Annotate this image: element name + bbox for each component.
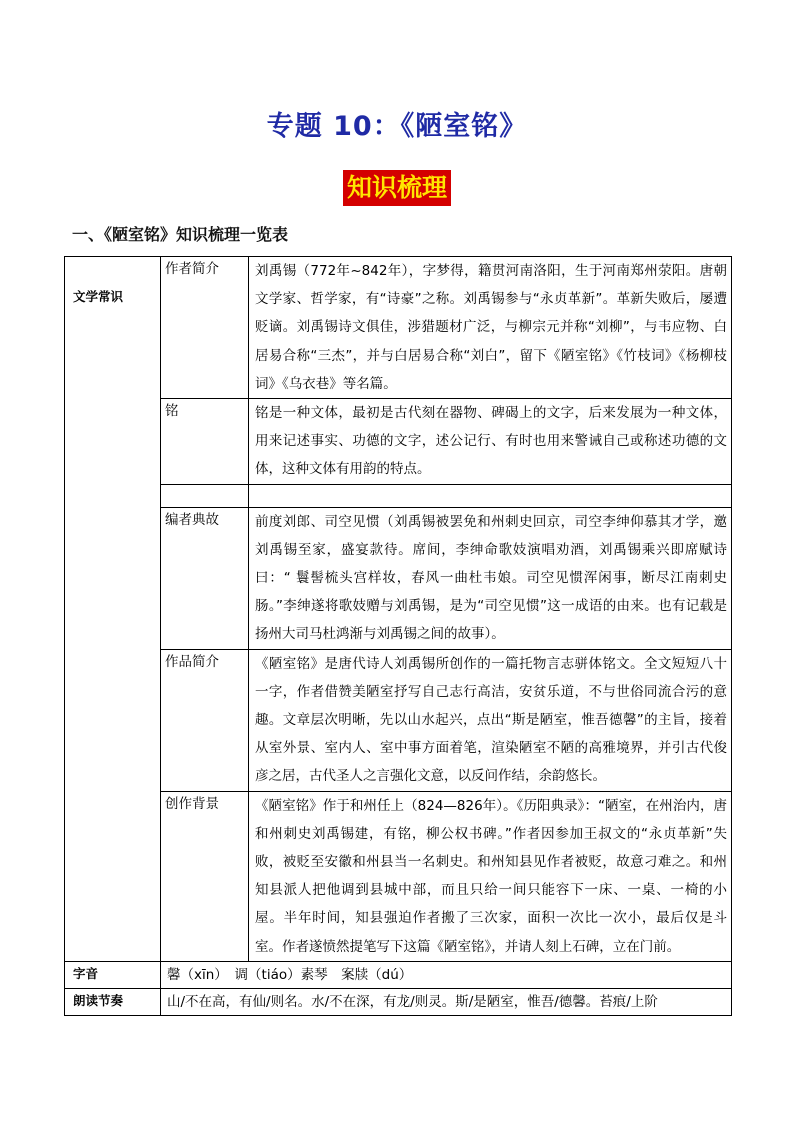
row-content: 铭是一种文体，最初是古代刻在器物、碑碣上的文字，后来发展为一种文体，用来记述事实、功德的文字，述公记行、有时也用来警诫自己或称述功德的文体，这种文体有用韵的特点。 xyxy=(249,399,732,485)
section-heading: 一、《陋室铭》知识梳理一览表 xyxy=(72,225,289,244)
category-cell-literary: 文学常识 xyxy=(65,257,161,962)
page-title: 专题 10：《陋室铭》 xyxy=(266,111,528,142)
row-content: 刘禹锡（772年~842年），字梦得，籍贯河南洛阳，生于河南郑州荥阳。唐朝文学家、哲学家，有“诗豪”之称。刘禹锡参与“永贞革新”。革新失败后，屡遭贬谪。刘禹锡诗文俱佳，涉猎题材广泛，与柳宗元并称“刘柳”，与韦应物、白居易合称“三杰”，并与白居易合称“刘白”，留下《陋室铭》《竹枝词》《杨柳枝词》《乌衣巷》等名篇。 xyxy=(249,257,732,399)
rhythm-content: 山/不在高，有仙/则名。水/不在深，有龙/则灵。斯/是陋室，惟吾/德馨。苔痕/上阶 xyxy=(161,988,732,1015)
category-cell-rhythm: 朗读节奏 xyxy=(65,988,161,1015)
row-label: 编者典故 xyxy=(161,507,249,649)
table-row xyxy=(65,649,732,791)
table-row-pronunciation xyxy=(65,961,732,988)
row-label: 作品简介 xyxy=(161,649,249,791)
row-label xyxy=(161,484,249,507)
table-row-rhythm xyxy=(65,988,732,1015)
row-content xyxy=(249,484,732,507)
row-content: 《陋室铭》是唐代诗人刘禹锡所创作的一篇托物言志骈体铭文。全文短短八十一字，作者借赞美陋室抒写自己志行高洁，安贫乐道，不与世俗同流合污的意趣。文章层次明晰，先以山水起兴，点出“斯是陋室，惟吾德馨”的主旨，接着从室外景、室内人、室中事方面着笔，渲染陋室不陋的高雅境界，并引古代俊彦之居，古代圣人之言强化文意，以反问作结，余韵悠长。 xyxy=(249,649,732,791)
row-label: 创作背景 xyxy=(161,791,249,961)
pronunciation-content: 馨（xīn） 调（tiáo）素琴 案牍（dú） xyxy=(161,961,732,988)
row-content: 前度刘郎、司空见惯（刘禹锡被罢免和州刺史回京，司空李绅仰慕其才学，邀刘禹锡至家，盛宴款待。席间，李绅命歌妓演唱劝酒，刘禹锡乘兴即席赋诗曰：“ 鬟髻梳头宫样妆，春风一曲杜韦娘。司空见惯浑闲事，断尽江南刺史肠。”李绅遂将歌妓赠与刘禹锡，是为“司空见惯”这一成语的由来。也有记载是扬州大司马杜鸿渐与刘禹锡之间的故事）。 xyxy=(249,507,732,649)
table-row-empty xyxy=(65,484,732,507)
table-row xyxy=(65,791,732,961)
knowledge-table xyxy=(64,256,732,1016)
section-banner: 知识梳理 xyxy=(343,170,451,206)
category-cell-pronunciation: 字音 xyxy=(65,961,161,988)
table-row xyxy=(65,399,732,485)
table-row xyxy=(65,507,732,649)
row-content: 《陋室铭》作于和州任上（824—826年）。《历阳典录》：“陋室，在州治内，唐和州刺史刘禹锡建，有铭，柳公权书碑。”作者因参加王叔文的“永贞革新”失败，被贬至安徽和州县当一名刺史。和州知县见作者被贬，故意刁难之。和州知县派人把他调到县城中部，而且只给一间只能容下一床、一桌、一椅的小屋。半年时间，知县强迫作者搬了三次家，面积一次比一次小，最后仅是斗室。作者遂愤然提笔写下这篇《陋室铭》，并请人刻上石碑，立在门前。 xyxy=(249,791,732,961)
row-label: 作者简介 xyxy=(161,257,249,399)
banner-wrapper xyxy=(0,170,794,206)
table-row xyxy=(65,257,732,399)
row-label: 铭 xyxy=(161,399,249,485)
